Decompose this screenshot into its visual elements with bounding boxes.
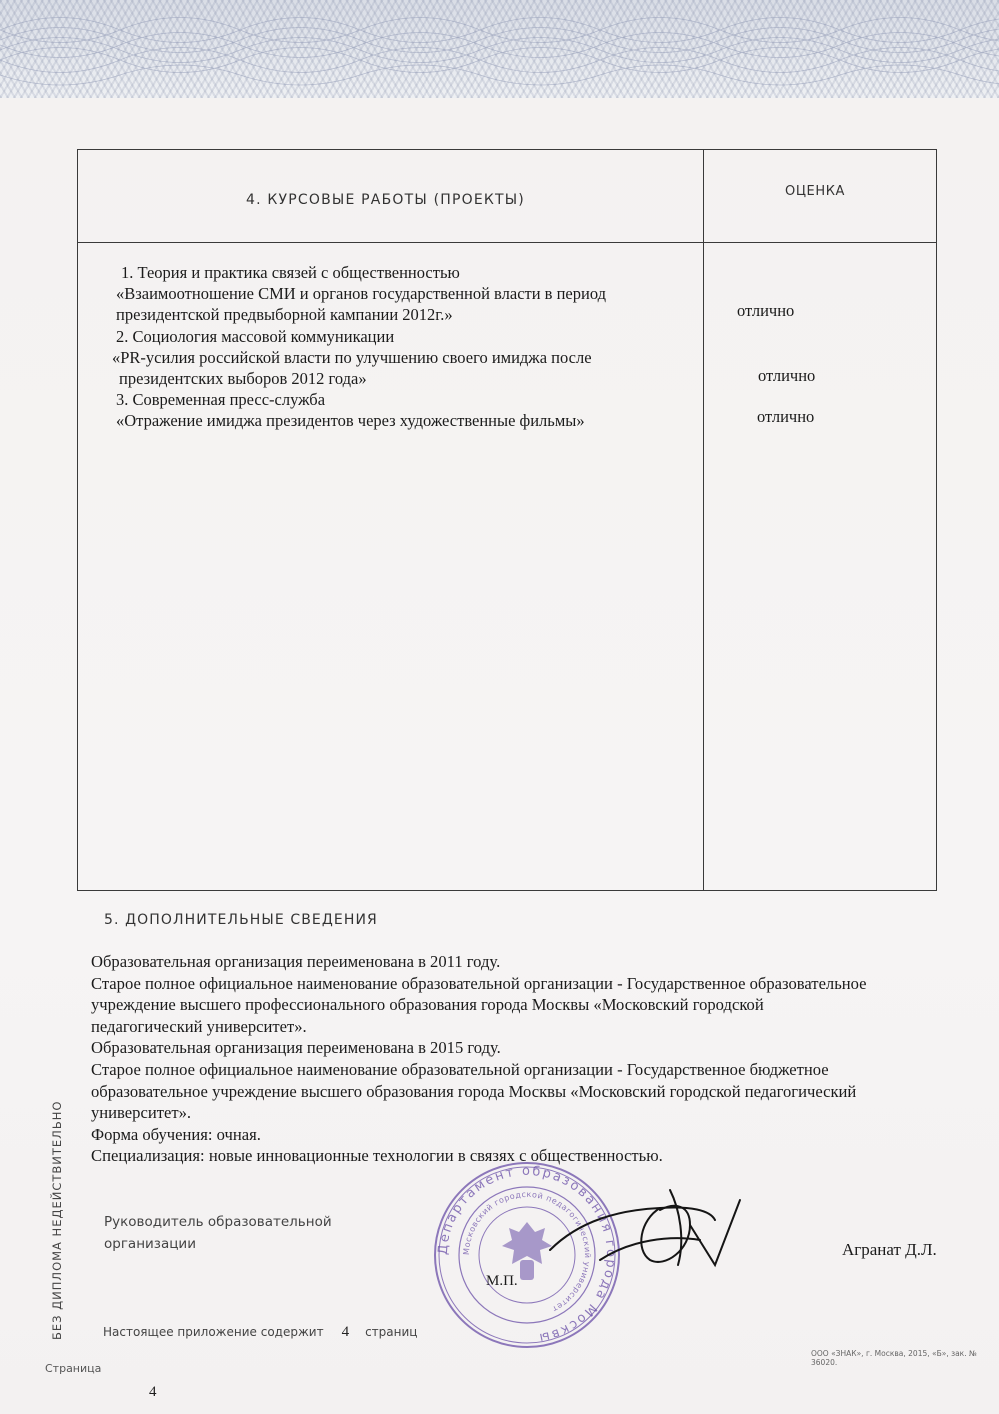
- grade-header: ОЦЕНКА: [785, 184, 846, 199]
- svg-text:Московский городской педагогич: Московский городской педагогический университет: [461, 1189, 593, 1314]
- table-header-divider: [78, 242, 936, 243]
- grade-value: отлично: [757, 407, 815, 426]
- svg-text:Департамент образования города: Департамент образования города Москвы: [435, 1163, 619, 1346]
- printer-imprint: ООО «ЗНАК», г. Москва, 2015, «Б», зак. № 36020.: [811, 1349, 977, 1367]
- info-line: университет».: [91, 1103, 192, 1123]
- pages-suffix: страниц: [365, 1325, 418, 1339]
- coursework-line: «Взаимоотношение СМИ и органов государственной власти в период: [116, 284, 606, 304]
- info-line: Образовательная организация переименована в 2011 году.: [91, 952, 501, 971]
- signer-name: Агранат Д.Л.: [842, 1240, 937, 1259]
- info-line: образовательное учреждение высшего образования города Москвы «Московский городской педагогический: [91, 1081, 857, 1101]
- coursework-line: 1. Теория и практика связей с общественностью: [121, 263, 460, 282]
- section-title: 5. ДОПОЛНИТЕЛЬНЫЕ СВЕДЕНИЯ: [104, 912, 378, 928]
- info-line: педагогический университет».: [91, 1016, 307, 1036]
- coursework-line: 2. Социология массовой коммуникации: [116, 326, 395, 346]
- additional-info-text: [91, 951, 971, 1167]
- page-label: Страница: [45, 1362, 102, 1375]
- info-line: Образовательная организация переименована в 2015 году.: [91, 1038, 501, 1058]
- info-line: Специализация: новые инновационные технологии в связях с общественностью.: [91, 1146, 663, 1166]
- coursework-line: «PR-усилия российской власти по улучшению своего имиджа после: [112, 347, 592, 367]
- info-line: Старое полное официальное наименование образовательной организации - Государственное образовательное: [91, 973, 867, 993]
- coursework-line: 3. Современная пресс-служба: [116, 390, 326, 410]
- signature: [540, 1180, 760, 1285]
- info-line: Форма обучения: очная.: [91, 1124, 261, 1144]
- info-line: учреждение высшего профессионального образования города Москвы «Московский городской: [91, 995, 764, 1015]
- coursework-table: [77, 149, 937, 891]
- guilloche-header-band: [0, 0, 999, 99]
- page-number: 4: [149, 1384, 157, 1400]
- invalid-without-diploma-note: БЕЗ ДИПЛОМА НЕДЕЙСТВИТЕЛЬНО: [50, 1100, 64, 1340]
- pages-count-note: [103, 1324, 417, 1341]
- grade-value: отлично: [737, 301, 795, 320]
- coursework-line: президентской предвыборной кампании 2012г.»: [116, 305, 453, 325]
- coursework-list: [112, 262, 696, 432]
- pages-count: 4: [341, 1324, 350, 1340]
- coursework-line: «Отражение имиджа президентов через художественные фильмы»: [116, 411, 585, 431]
- seal-place-label: М.П.: [486, 1273, 518, 1289]
- table-column-divider: [703, 150, 704, 890]
- director-title-line: Руководитель образовательной: [104, 1214, 332, 1230]
- pages-prefix: Настоящее приложение содержит: [103, 1325, 324, 1339]
- director-title-line: организации: [104, 1236, 196, 1252]
- coursework-line: президентских выборов 2012 года»: [119, 369, 367, 389]
- grade-value: отлично: [758, 366, 816, 385]
- info-line: Старое полное официальное наименование образовательной организации - Государственное бюджетное: [91, 1059, 829, 1079]
- guilloche-pattern: [0, 0, 999, 98]
- coursework-header: 4. КУРСОВЫЕ РАБОТЫ (ПРОЕКТЫ): [246, 192, 525, 208]
- director-title: [104, 1211, 332, 1255]
